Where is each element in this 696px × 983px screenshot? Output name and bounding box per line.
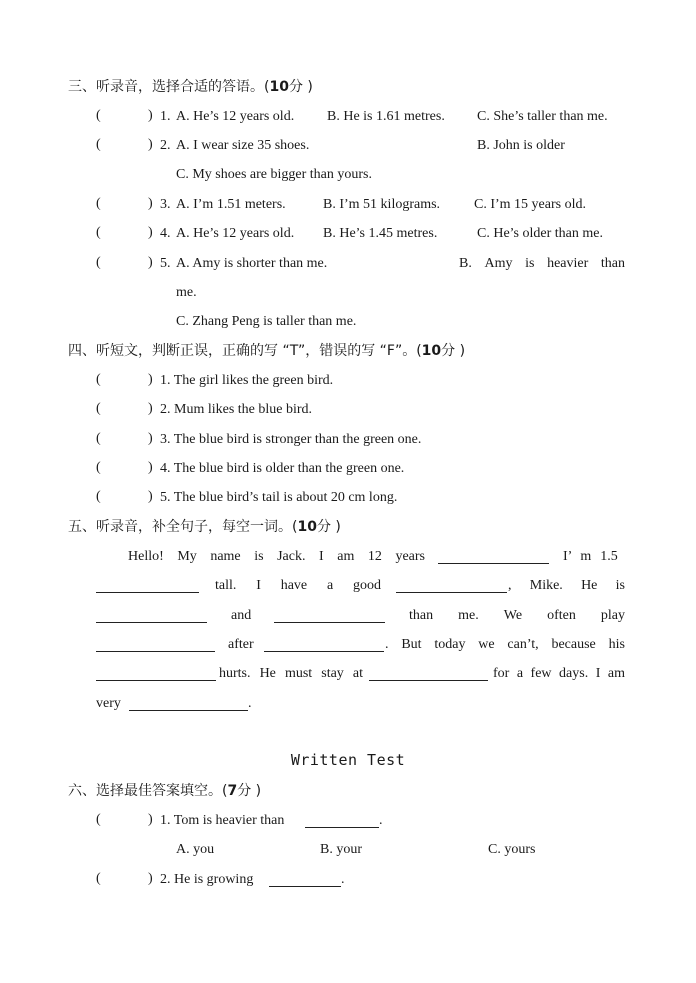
s3-q2-num: 2. bbox=[160, 138, 171, 153]
fill-blank[interactable] bbox=[264, 637, 384, 652]
s5-text: Hello! My name is Jack. I am 12 years bbox=[128, 549, 425, 564]
s5-text: . But today we can’t, because his bbox=[385, 637, 625, 652]
fill-blank[interactable] bbox=[305, 813, 379, 828]
section-5-heading: 五、听录音，补全句子，每空一词。(10分 ) bbox=[68, 519, 341, 535]
s3-q5-option-a: A. Amy is shorter than me. bbox=[176, 256, 328, 271]
s5-text: very bbox=[96, 696, 121, 711]
s5-text: for a few days. I am bbox=[493, 666, 625, 681]
s5-text: . bbox=[248, 696, 252, 711]
s3-q5-option-b: B. Amy is heavier than bbox=[459, 256, 625, 271]
section-3-heading: 三、听录音，选择合适的答语。(10分 ) bbox=[68, 79, 313, 95]
s3-q3-option-b: B. I’m 51 kilograms. bbox=[323, 197, 441, 212]
s3-q3-option-c: C. I’m 15 years old. bbox=[474, 197, 586, 212]
s6-q1-end: . bbox=[379, 813, 383, 828]
s6-q1-option-a: A. you bbox=[176, 842, 215, 857]
s3-q4-num: 4. bbox=[160, 226, 171, 241]
s5-text: hurts. He must stay at bbox=[219, 666, 363, 681]
s4-item: 5. The blue bird’s tail is about 20 cm long. bbox=[160, 490, 398, 505]
s3-q3-num: 3. bbox=[160, 197, 171, 212]
fill-blank[interactable] bbox=[129, 696, 248, 711]
s5-text: than me. We often play bbox=[409, 608, 625, 623]
s4-item: 3. The blue bird is stronger than the green one. bbox=[160, 432, 422, 447]
fill-blank[interactable] bbox=[96, 666, 216, 681]
s3-q3-option-a: A. I’m 1.51 meters. bbox=[176, 197, 286, 212]
s5-text: , Mike. He is bbox=[508, 578, 625, 593]
s4-item: 4. The blue bird is older than the green one. bbox=[160, 461, 405, 476]
section-4-heading: 四、听短文，判断正误，正确的写 “T”，错误的写 “F”。(10分 ) bbox=[68, 343, 466, 359]
s6-q1-text: 1. Tom is heavier than bbox=[160, 813, 285, 828]
s6-q1-option-b: B. your bbox=[320, 842, 362, 857]
s6-q2-text: 2. He is growing bbox=[160, 872, 254, 887]
s3-q4-option-c: C. He’s older than me. bbox=[477, 226, 603, 241]
fill-blank[interactable] bbox=[438, 549, 549, 564]
s5-text: tall. I have a good bbox=[215, 578, 381, 593]
s3-q2-option-b: B. John is older bbox=[477, 138, 565, 153]
s3-q4-option-a: A. He’s 12 years old. bbox=[176, 226, 295, 241]
s6-q1-option-c: C. yours bbox=[488, 842, 536, 857]
fill-blank[interactable] bbox=[96, 578, 199, 593]
s3-q1-option-c: C. She’s taller than me. bbox=[477, 109, 608, 124]
fill-blank[interactable] bbox=[269, 872, 341, 887]
s3-q5-option-b-cont: me. bbox=[176, 285, 197, 300]
s3-q4-option-b: B. He’s 1.45 metres. bbox=[323, 226, 438, 241]
s3-q5-num: 5. bbox=[160, 256, 171, 271]
s5-text: after bbox=[228, 637, 254, 652]
s5-text: I’ m 1.5 bbox=[563, 549, 618, 564]
fill-blank[interactable] bbox=[396, 578, 507, 593]
s3-q1-num: 1. bbox=[160, 109, 171, 124]
s6-q2-end: . bbox=[341, 872, 345, 887]
s3-q5-option-c: C. Zhang Peng is taller than me. bbox=[176, 314, 357, 329]
s3-q2-option-a: A. I wear size 35 shoes. bbox=[176, 138, 310, 153]
fill-blank[interactable] bbox=[274, 608, 385, 623]
fill-blank[interactable] bbox=[96, 608, 207, 623]
s4-item: 2. Mum likes the blue bird. bbox=[160, 402, 313, 417]
section-6-heading: 六、选择最佳答案填空。(7分 ) bbox=[68, 783, 262, 799]
s3-q2-option-c: C. My shoes are bigger than yours. bbox=[176, 167, 372, 182]
s5-text: and bbox=[231, 608, 252, 623]
written-test-title: Written Test bbox=[290, 751, 406, 769]
fill-blank[interactable] bbox=[369, 666, 488, 681]
s3-q1-option-a: A. He’s 12 years old. bbox=[176, 109, 295, 124]
fill-blank[interactable] bbox=[96, 637, 215, 652]
s3-q1-option-b: B. He is 1.61 metres. bbox=[327, 109, 445, 124]
s4-item: 1. The girl likes the green bird. bbox=[160, 373, 334, 388]
